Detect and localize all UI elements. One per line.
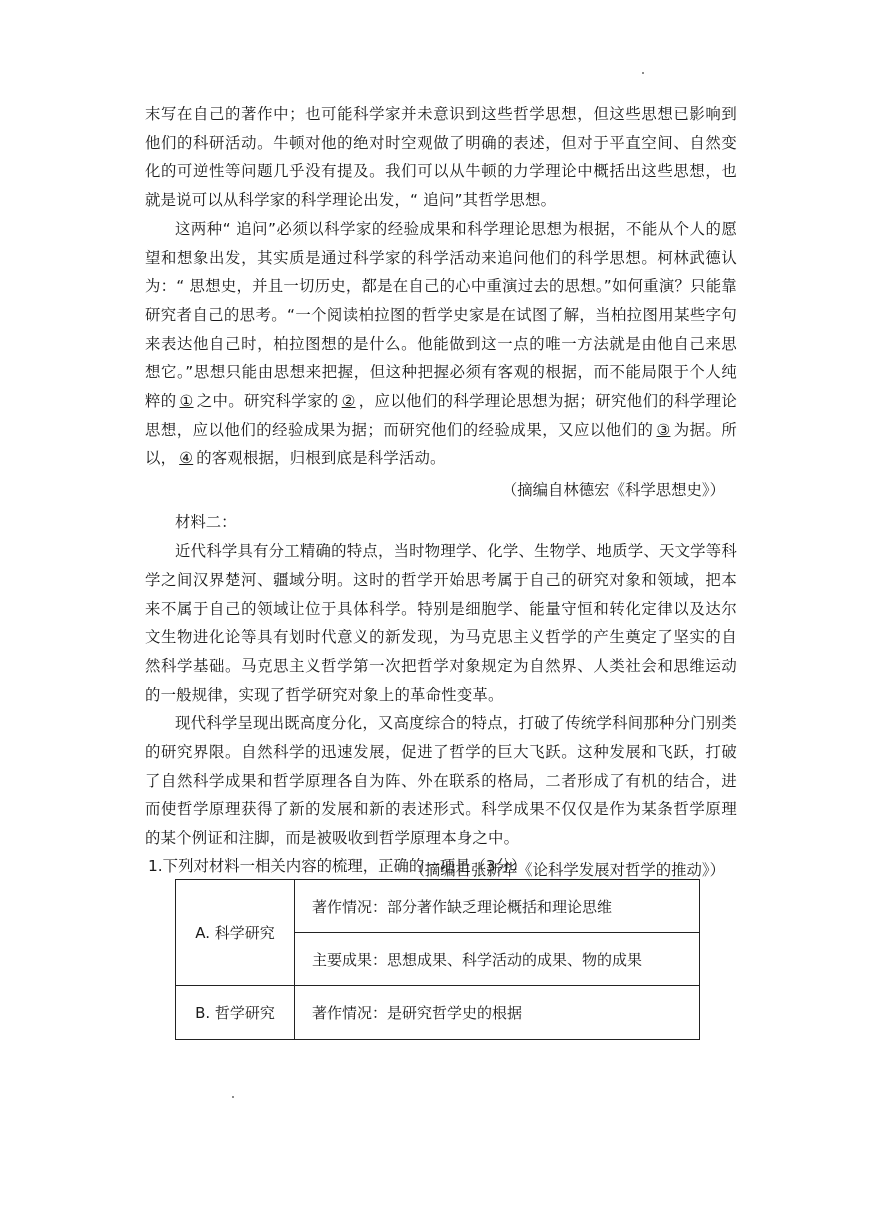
table-row [176, 986, 700, 1040]
paragraph-2-part-c: ，应以他们的科学理论思想为据；研究他们的科学理论思想，应以他们的经验成果为据；而研究他们的经验成果，又应以他们的 [145, 392, 737, 439]
paragraph-2-part-d: 为据。所以， [145, 420, 737, 468]
detail-cell: 著作情况：是研究哲学史的根据 [295, 986, 700, 1040]
category-cell-a: A. 科学研究 [176, 880, 295, 986]
paragraph-2-part-a: 这两种“ 追问”必须以科学家的经验成果和科学理论思想为根据，不能从个人的愿望和想象出发，其实质是通过科学家的科学活动来追问他们的科学思想。柯林武德认为：“ 思想史，并且一切历史，都是在自己的心中重演过去的思想。”如何重演？只能靠研究者自己的思考。“一个阅读柏拉图的哲学史家是在试图了解，当柏拉图用某些字句来表达他自己时，柏拉图想的是什么。他能做到这一点的唯一方法就是由他自己来思想它。”思想只能由思想来把握，但这种把握必须有客观的根据，而不能局限于个人纯粹的 [145, 219, 737, 411]
category-cell-b: B. 哲学研究 [176, 986, 295, 1040]
paragraph-3: 近代科学具有分工精确的特点，当时物理学、化学、生物学、地质学、天文学等科学之间汉界楚河、疆域分明。这时的哲学开始思考属于自己的研究对象和领域，把本来不属于自己的领域让位于具体科学。特别是细胞学、能量守恒和转化定律以及达尔文生物进化论等具有划时代意义的新发现，为马克思主义哲学的产生奠定了坚实的自然科学基础。马克思主义哲学第一次把哲学对象规定为自然界、人类社会和思维运动的一般规律，实现了哲学研究对象上的革命性变革。 [145, 542, 737, 704]
paragraph-2-part-b: 之中。研究科学家的 [196, 392, 339, 411]
paragraph-1: 末写在自己的著作中；也可能科学家并未意识到这些哲学思想，但这些思想已影响到他们的科研活动。牛顿对他的绝对时空观做了明确的表述，但对于平直空间、自然变化的可逆性等问题几乎没有提及。我们可以从牛顿的力学理论中概括出这些思想，也就是说可以从科学家的科学理论出发，“ 追问”其哲学思想。 [145, 105, 737, 210]
article-body [145, 100, 737, 885]
page-mark-top [642, 72, 644, 74]
answer-table [175, 879, 700, 1040]
page-mark-bottom [232, 1096, 234, 1098]
source-citation-2: （摘编自张新华《论科学发展对哲学的推动》） [409, 860, 725, 879]
material-2-label: 材料二： [175, 513, 237, 532]
detail-cell: 主要成果：思想成果、科学活动的成果、物的成果 [295, 933, 700, 986]
blank-2: ② [341, 392, 356, 411]
blank-4: ④ [179, 449, 194, 468]
table-row [176, 880, 700, 933]
paragraph-4: 现代科学呈现出既高度分化，又高度综合的特点，打破了传统学科间那种分门别类的研究界限。自然科学的迅速发展，促进了哲学的巨大飞跃。这种发展和飞跃，打破了自然科学成果和哲学原理各自为阵、外在联系的格局，二者形成了有机的结合，进而使哲学原理获得了新的发展和新的表述形式。科学成果不仅仅是作为某条哲学原理的某个例证和注脚，而是被吸收到哲学原理本身之中。 [145, 714, 737, 848]
blank-3: ③ [656, 420, 671, 439]
blank-1: ① [179, 392, 194, 411]
paragraph-2 [145, 215, 737, 473]
source-citation-1: （摘编自林德宏《科学思想史》） [501, 481, 725, 500]
question-1: 1.下列对材料一相关内容的梳理，正确的一项是（3分） [148, 857, 527, 875]
paragraph-2-part-e: 的客观根据，归根到底是科学活动。 [196, 449, 446, 468]
detail-cell: 著作情况：部分著作缺乏理论概括和理论思维 [295, 880, 700, 933]
